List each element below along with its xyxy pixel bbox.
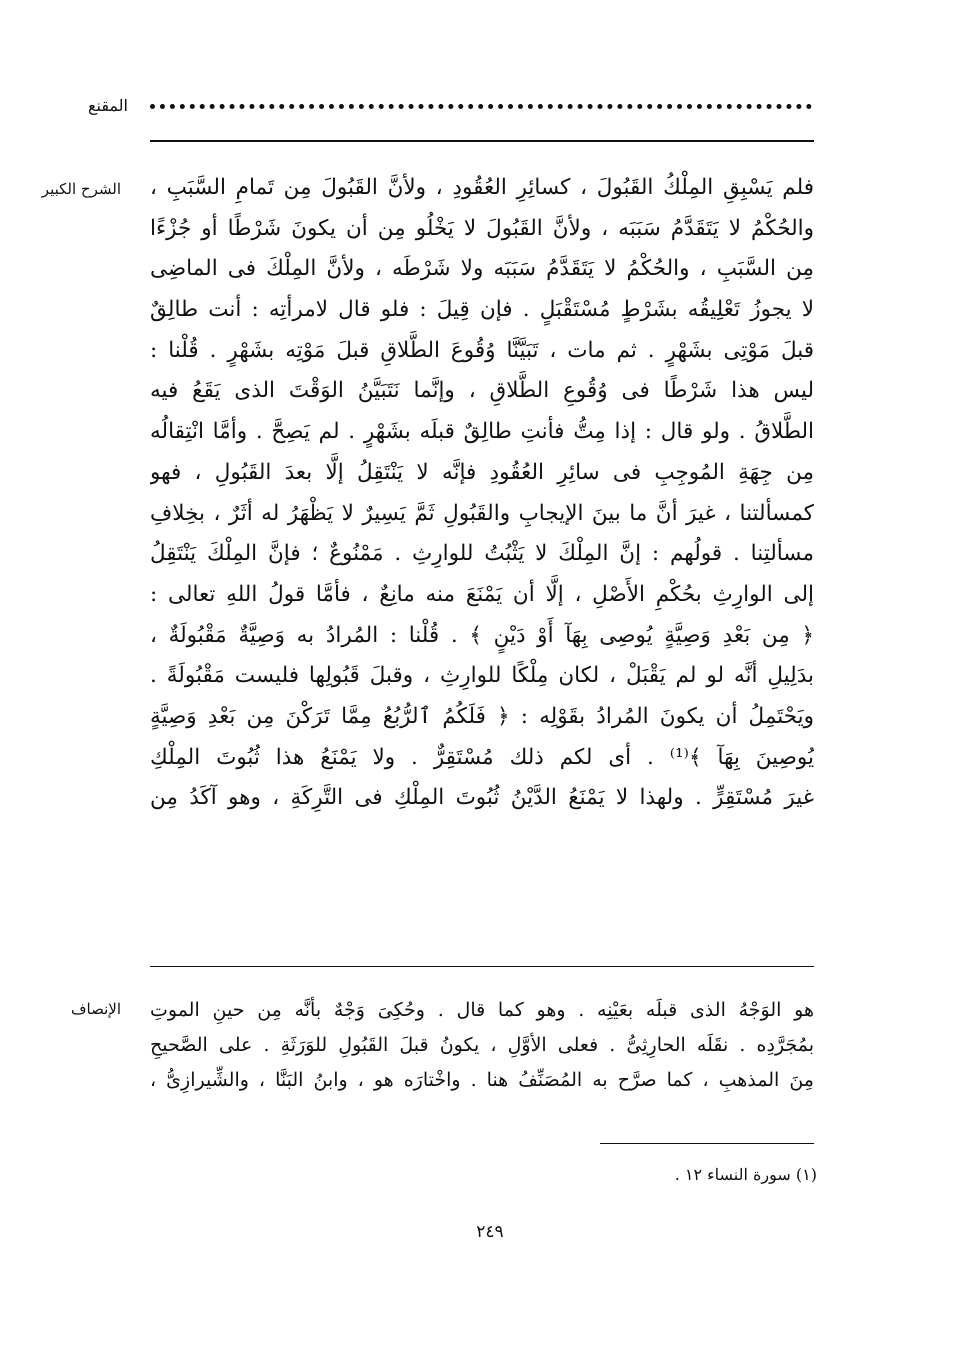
main-line: مِن جِهَةِ المُوجِبِ فى سائِرِ العُقُودِ فإنَّه لا يَنْتَقِلُ إلَّا بعدَ القَبُولِ ، فهو [150, 459, 814, 485]
page-number: ٢٤٩ [476, 1222, 504, 1242]
section-divider [150, 966, 814, 967]
side-label-insaf: الإنصاف [70, 1000, 121, 1018]
insaf-line: مِنَ المذهبِ ، كما صرَّح به المُصَنِّفُ هنا . واخْتارَه هو ، وابنُ البَنَّا ، والشِّيرازِىُّ ، [150, 1069, 814, 1091]
main-line: كمسألتنا ، غيرَ أنَّ ما بينَ الإيجابِ والقَبُولِ ثَمَّ يَسِيرٌ لا يَظْهَرُ له أثَرٌ ، بخِلافِ [150, 500, 814, 526]
main-line: فلم يَسْبِقِ المِلْكُ القَبُولَ ، كسائِرِ العُقُودِ ، ولأنَّ القَبُولَ مِن تَمامِ السَّبَبِ ، [150, 175, 814, 200]
book-title: المقنع [87, 96, 128, 115]
main-line: غيرَ مُسْتَقِرٍّ . ولهذا لا يَمْنَعُ الدَّيْنُ ثُبُوتَ المِلْكِ فى التَّرِكَةِ ، وهو آكَدُ مِن [150, 785, 814, 811]
footnote-rule [600, 1143, 814, 1144]
top-rule [150, 140, 814, 142]
insaf-line: هو الوَجْهُ الذى قبلَه بعَيْنِه . وهو كما قال . وحُكِىَ وَجْهٌ بأنَّه مِن حينِ الموتِ [150, 999, 814, 1021]
main-line: يُوصِينَ بِهَآ ﴾⁽¹⁾ . أى لكم ذلك مُسْتَقِرٌّ . ولا يَمْنَعُ هذا ثُبُوتَ المِلْكِ [150, 744, 814, 770]
main-line: ليس هذا شَرْطًا فى وُقُوعِ الطَّلاقِ ، وإنَّما نَتَبَيَّنُ الوَقْتَ الذى يَقَعُ فيه [150, 378, 814, 404]
main-line: لا يجوزُ تَعْلِيقُه بشَرْطٍ مُسْتَقْبَلٍ . فإن قِيلَ : فلو قال لامرأتِه : أنت طالِقٌ [150, 297, 814, 323]
main-line: الطَّلاقُ . ولو قال : إذا مِتُّ فأنتِ طالِقٌ قبلَه بشَهْرٍ . لم يَصِحَّ . وأمَّا انْتِقالُه [150, 419, 814, 445]
main-line: مِن السَّبَبِ ، والحُكْمُ لا يَتَقَدَّمُ سَبَبَه ولا شَرْطَه ، ولأنَّ المِلْكَ فى الماضِى [150, 256, 814, 282]
insaf-line: بمُجَرَّدِه . نقَلَه الحارِثِىُّ . فعلى الأوَّلِ ، يكونُ قبلَ القَبُولِ للوَرَثَةِ . على الصَّحيحِ [150, 1034, 814, 1056]
footnote: (١) سورة النساء ١٢ . [674, 1165, 817, 1184]
main-line: ﴿ مِن بَعْدِ وَصِيَّةٍ يُوصِى بِهَآ أَوْ دَيْنٍ ﴾ . قُلْنا : المُرادُ به وَصِيَّةٌ مَقْبُولَةٌ ، [150, 622, 814, 648]
main-text-block [150, 168, 814, 819]
main-line: مسألتِنا . قولُهم : إنَّ المِلْكَ لا يَثْبُتُ للوارِثِ . مَمْنُوعٌ ؛ فإنَّ المِلْكَ يَنْتَقِلُ [150, 541, 814, 567]
main-line: ويَحْتَمِلُ أن يكونَ المُرادُ بقَوْلِه : ﴿ فَلَكُمُ ٱلرُّبُعُ مِمَّا تَرَكْنَ مِن بَعْدِ وَصِيَّةٍ [150, 703, 814, 729]
insaf-text-block [150, 993, 814, 1098]
main-line: إلى الوارِثِ بحُكْمِ الأَصْلِ ، إلَّا أن يَمْنَعَ منه مانِعٌ ، فأمَّا قولُ اللهِ تعالى : [150, 581, 814, 607]
main-line: والحُكْمُ لا يَتَقَدَّمُ سَبَبَه ، ولأنَّ القَبُولَ لا يَخْلُو مِن أن يكونَ شَرْطًا أو جُزْءًا [150, 215, 814, 241]
main-line: بدَلِيلِ أنَّه لو لم يَقْبَلْ ، لكان مِلْكًا للوارِثِ ، وقبلَ قَبُولِها فليست مَقْبُولَةً . [150, 663, 814, 689]
side-label-sharh: الشرح الكبير [41, 180, 121, 198]
header-dotted-rule [150, 104, 812, 109]
main-line: قبلَ مَوْتِى بشَهْرٍ . ثم مات ، تَبَيَّنَّا وُقُوعَ الطَّلاقِ قبلَ مَوْتِه بشَهْرٍ . قُلْنا : [150, 337, 814, 363]
